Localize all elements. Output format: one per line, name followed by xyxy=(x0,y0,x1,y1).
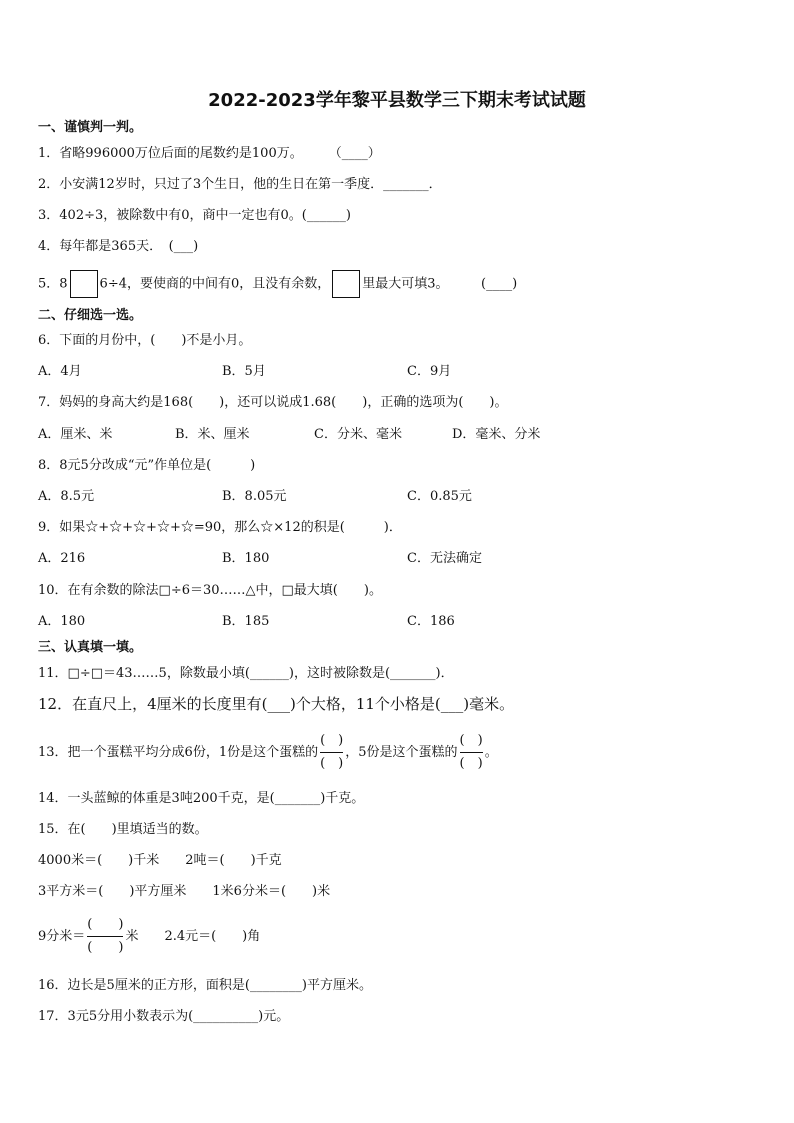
question-5-part-b: 6÷4，要使商的中间有0，且没有余数， xyxy=(99,276,331,292)
q9-option-b: B．180 xyxy=(222,551,270,566)
question-1: 1．省略996000万位后面的尾数约是100万。 （____） xyxy=(38,146,381,161)
question-13-part-a: 13．把一个蛋糕平均分成6份，1份是这个蛋糕的 xyxy=(38,745,319,760)
answer-box xyxy=(70,270,98,298)
fraction-bar xyxy=(320,752,343,753)
q9-option-c: C．无法确定 xyxy=(407,551,482,566)
question-10: 10．在有余数的除法□÷6＝30……△中，□最大填( )。 xyxy=(38,583,382,598)
page-title: 2022-2023学年黎平县数学三下期末考试试题 xyxy=(208,90,586,111)
question-11: 11．□÷□＝43……5，除数最小填(______)，这时被除数是(_______)． xyxy=(38,666,454,681)
q10-option-a: A．180 xyxy=(38,614,86,629)
q7-option-c: C．分米、毫米 xyxy=(314,427,402,442)
question-12: 12．在直尺上，4厘米的长度里有(___)个大格，11个小格是(___)毫米。 xyxy=(38,695,515,713)
section-heading-choose: 二、仔细选一选。 xyxy=(38,308,143,323)
question-7: 7．妈妈的身高大约是168( )，还可以说成1.68( )，正确的选项为( )。 xyxy=(38,395,508,410)
question-13 xyxy=(38,732,498,773)
question-17: 17．3元5分用小数表示为(__________)元。 xyxy=(38,1009,290,1024)
section-heading-fill: 三、认真填一填。 xyxy=(38,640,143,655)
fraction-blank xyxy=(87,916,123,957)
q8-option-a: A．8.5元 xyxy=(38,489,95,504)
question-3: 3．402÷3，被除数中有0，商中一定也有0。(______) xyxy=(38,208,351,223)
question-15-row-3 xyxy=(38,916,260,957)
q8-option-b: B．8.05元 xyxy=(222,489,287,504)
fraction-numerator: ( ) xyxy=(459,733,483,748)
q7-option-d: D．毫米、分米 xyxy=(452,427,541,442)
question-6: 6．下面的月份中，( )不是小月。 xyxy=(38,333,252,348)
q6-option-c: C．9月 xyxy=(407,364,452,379)
question-16: 16．边长是5厘米的正方形，面积是(________)平方厘米。 xyxy=(38,978,372,993)
fraction-denominator: ( ) xyxy=(459,756,483,771)
question-14: 14．一头蓝鲸的体重是3吨200千克，是(_______)千克。 xyxy=(38,791,365,806)
q6-option-a: A．4月 xyxy=(38,364,82,379)
q6-option-b: B．5月 xyxy=(222,364,266,379)
q15c-part-a: 9分米＝ xyxy=(38,929,86,944)
question-5-part-a: 5．8 xyxy=(38,276,68,292)
q15c-part-b: 米 2.4元＝( )角 xyxy=(125,929,261,944)
question-2: 2．小安满12岁时，只过了3个生日，他的生日在第一季度．_______． xyxy=(38,177,442,192)
q10-option-b: B．185 xyxy=(222,614,270,629)
question-13-part-c: 。 xyxy=(484,745,498,760)
question-15-row-2: 3平方米＝( )平方厘米 1米6分米＝( )米 xyxy=(38,884,331,899)
answer-box xyxy=(332,270,360,298)
q7-option-b: B．米、厘米 xyxy=(175,427,250,442)
question-9: 9．如果☆+☆+☆+☆+☆=90，那么☆×12的积是( )． xyxy=(38,520,402,535)
q10-option-c: C．186 xyxy=(407,614,455,629)
question-4: 4．每年都是365天． (___) xyxy=(38,239,199,254)
fraction-bar xyxy=(460,752,483,753)
question-5 xyxy=(38,270,517,298)
question-15: 15．在( )里填适当的数。 xyxy=(38,822,208,837)
question-13-part-b: ，5份是这个蛋糕的 xyxy=(345,745,458,760)
fraction-numerator: ( ) xyxy=(320,733,344,748)
fraction-denominator: ( ) xyxy=(320,756,344,771)
q9-option-a: A．216 xyxy=(38,551,86,566)
q7-option-a: A．厘米、米 xyxy=(38,427,113,442)
fraction-blank xyxy=(320,732,343,773)
question-15-row-1: 4000米＝( )千米 2吨＝( )千克 xyxy=(38,853,282,868)
fraction-bar xyxy=(87,936,123,937)
fraction-numerator: ( ) xyxy=(87,917,124,932)
question-8: 8．8元5分改成“元”作单位是( ) xyxy=(38,458,256,473)
q8-option-c: C．0.85元 xyxy=(407,489,472,504)
fraction-blank xyxy=(460,732,483,773)
fraction-denominator: ( ) xyxy=(87,940,124,955)
question-5-part-c: 里最大可填3。 (____) xyxy=(362,276,518,292)
section-heading-judge: 一、谨慎判一判。 xyxy=(38,120,143,135)
